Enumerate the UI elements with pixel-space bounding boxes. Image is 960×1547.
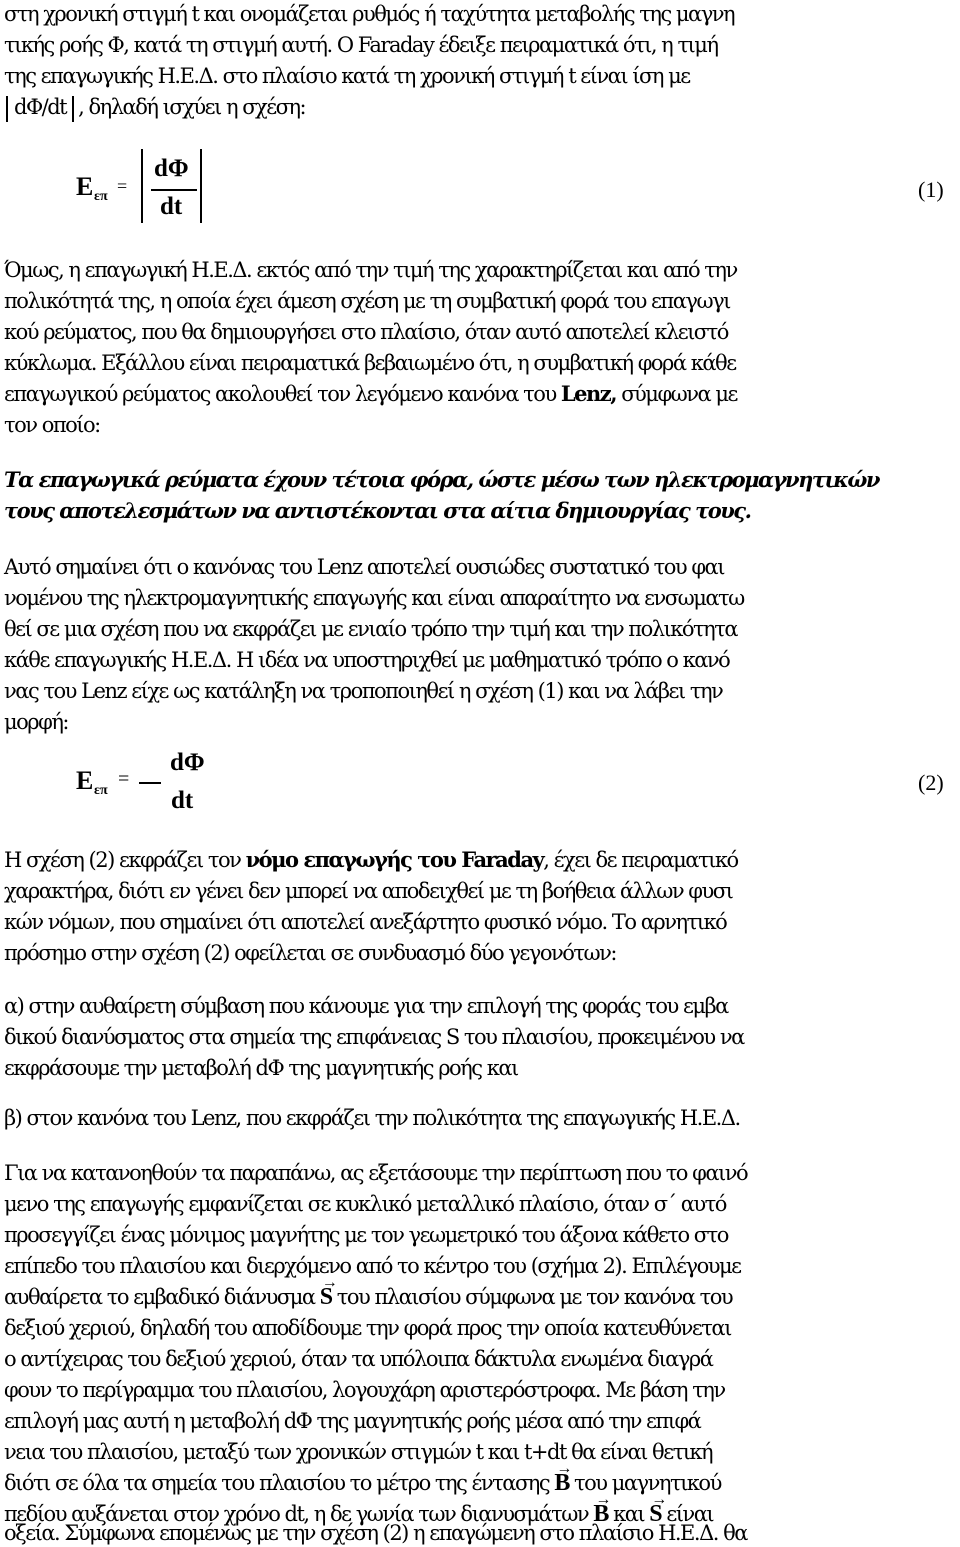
text-line: κάθε επαγωγικής Η.Ε.Δ. Η ιδέα να υποστηριχθεί με μαθηματικό τρόπο ο κανό	[4, 648, 730, 672]
eq2-number: (2)	[918, 770, 944, 795]
text-line: μορφή:	[4, 710, 68, 734]
text-line: νομένου της ηλεκτρομαγνητικής επαγωγής και είναι απαραίτητο να ενσωματω	[4, 586, 744, 610]
eq1-equals: =	[117, 176, 128, 196]
text-line: επαγωγικού ρεύματος ακολουθεί τον λεγόμενο κανόνα του Lenz, σύμφωνα με	[4, 381, 737, 406]
eq1-lhs: E	[76, 172, 94, 201]
abs-bar-right	[72, 96, 74, 122]
text-line: κού ρεύματος, που θα δημιουργήσει στο πλαίσιο, όταν αυτό αποτελεί κλειστό	[4, 320, 728, 344]
list-item-a: α) στην αυθαίρετη σύμβαση που κάνουμε για την επιλογή της φοράς του εμβα	[4, 994, 728, 1018]
text-line: στη χρονική στιγμή t και ονομάζεται ρυθμός ή ταχύτητα μεταβολής της μαγνη	[4, 2, 735, 26]
faraday-law-bold: νόμο επαγωγής του Faraday	[245, 847, 544, 872]
text-line: μενο της επαγωγής εμφανίζεται σε κυκλικό μεταλλικό πλαίσιο, όταν σ΄ αυτό	[4, 1192, 726, 1216]
eq1-abs-left	[141, 149, 143, 223]
eq2-lhs: E	[76, 766, 94, 795]
text-line: προσεγγίζει ένας μόνιμος μαγνήτης με τον γεωμετρικό του άξονα κάθετο στο	[4, 1223, 728, 1247]
text-line: Όμως, η επαγωγική Η.Ε.Δ. εκτός από την τιμή της χαρακτηρίζεται και από την	[4, 258, 737, 282]
text-line: τον οποίο:	[4, 413, 100, 437]
text-line: πρόσημο στην σχέση (2) οφείλεται σε συνδυασμό δύο γεγονότων:	[4, 941, 616, 965]
text-line: Η σχέση (2) εκφράζει τον νόμο επαγωγής του Faraday, έχει δε πειραματικό	[4, 847, 738, 872]
text-line: τικής ροής Φ, κατά τη στιγμή αυτή. Ο Faraday έδειξε πειραματικά ότι, η τιμή	[4, 33, 718, 57]
text-line: πεδίου αυξάνεται στον χρόνο dt, η δε γωνία των διανυσμάτων → B και → S είναι	[4, 1500, 956, 1528]
text-line: κών νόμων, που σημαίνει ότι αποτελεί ανεξάρτητο φυσικό νόμο. Το αρνητικό	[4, 910, 727, 934]
eq2-denominator: dt	[171, 787, 194, 814]
eq2-subscript: επ	[94, 783, 108, 798]
lenz-rule-line: τους αποτελεσμάτων να αντιστέκονται στα αίτια δημιουργίας τους.	[4, 498, 751, 523]
text-line: Για να κατανοηθούν τα παραπάνω, ας εξετάσουμε την περίπτωση που το φαινό	[4, 1161, 748, 1185]
text-line: dΦ/dt , δηλαδή ισχύει η σχέση:	[4, 93, 956, 122]
text-line: επιλογή μας αυτή η μεταβολή dΦ της μαγνητικής ροής μέσα από την επιφά	[4, 1409, 701, 1433]
eq1-numerator: dΦ	[154, 155, 189, 182]
text-line: φουν το περίγραμμα του πλαισίου, λογουχάρη αριστερόστροφα. Με βάση την	[4, 1378, 725, 1402]
list-item-a: δικού διανύσματος στα σημεία της επιφάνειας S του πλαισίου, προκειμένου να	[4, 1025, 744, 1049]
list-item-a: εκφράσουμε την μεταβολή dΦ της μαγνητικής ροής και	[4, 1056, 518, 1080]
text-line: χαρακτήρα, διότι εν γένει δεν μπορεί να αποδειχθεί με τη βοήθεια άλλων φυσι	[4, 879, 733, 903]
text-line: νεια του πλαισίου, μεταξύ των χρονικών στιγμών t και t+dt θα είναι θετική	[4, 1440, 713, 1464]
text-line: θεί σε μια σχέση που να εκφράζει με ενιαίο τρόπο την τιμή και την πολικότητα	[4, 617, 738, 641]
vector-S: → S	[649, 1500, 661, 1528]
text-line: δεξιού χεριού, δηλαδή του αποδίδουμε την φορά προς την οποία κατευθύνεται	[4, 1316, 731, 1340]
eq2-numerator: dΦ	[170, 749, 205, 776]
vector-S: → S	[320, 1283, 332, 1311]
text-line: οξεία. Σύμφωνα επομένως με την σχέση (2) η επαγώμενη στο πλαίσιο Η.Ε.Δ. θα	[4, 1521, 747, 1545]
text-line: πολικότητά της, η οποία έχει άμεση σχέση με τη συμβατική φορά του επαγωγι	[4, 289, 730, 313]
text-line: διότι σε όλα τα σημεία του πλαισίου το μέτρο της έντασης → B του μαγνητικού	[4, 1469, 956, 1497]
lenz-bold: Lenz,	[560, 381, 617, 406]
eq2-equals: =	[118, 768, 130, 790]
text-line: ο αντίχειρας του δεξιού χεριού, όταν τα υπόλοιπα δάκτυλα ενωμένα διαγρά	[4, 1347, 713, 1371]
eq1-denominator: dt	[160, 193, 183, 220]
eq2-minus-sign	[139, 782, 161, 784]
inline-derivative: dΦ/dt	[14, 95, 67, 119]
text-line: της επαγωγικής Η.Ε.Δ. στο πλαίσιο κατά τη χρονική στιγμή t είναι ίση με	[4, 64, 690, 88]
abs-bar-left	[6, 96, 8, 122]
vector-B: → B	[593, 1500, 608, 1528]
lenz-rule-line: Τα επαγωγικά ρεύματα έχουν τέτοια φόρα, ώστε μέσω των ηλεκτρομαγνητικών	[4, 467, 879, 492]
vector-B: → B	[554, 1469, 569, 1497]
eq1-fraction-bar	[151, 189, 197, 191]
text-line: νας του Lenz είχε ως κατάληξη να τροποποιηθεί η σχέση (1) και να λάβει την	[4, 679, 723, 703]
eq1-abs-right	[200, 149, 202, 223]
eq1-subscript: επ	[94, 189, 108, 204]
list-item-b: β) στον κανόνα του Lenz, που εκφράζει την πολικότητα της επαγωγικής Η.Ε.Δ.	[4, 1106, 740, 1130]
text-line: αυθαίρετα το εμβαδικό διάνυσμα → S του πλαισίου σύμφωνα με τον κανόνα του	[4, 1283, 956, 1311]
eq1-number: (1)	[918, 177, 944, 202]
text-line: Αυτό σημαίνει ότι ο κανόνας του Lenz αποτελεί ουσιώδες συστατικό του φαι	[4, 555, 724, 579]
text-line: επίπεδο του πλαισίου και διερχόμενο από το κέντρο του (σχήμα 2). Επιλέγουμε	[4, 1254, 741, 1278]
text-line: κύκλωμα. Εξάλλου είναι πειραματικά βεβαιωμένο ότι, η συμβατική φορά κάθε	[4, 351, 736, 375]
